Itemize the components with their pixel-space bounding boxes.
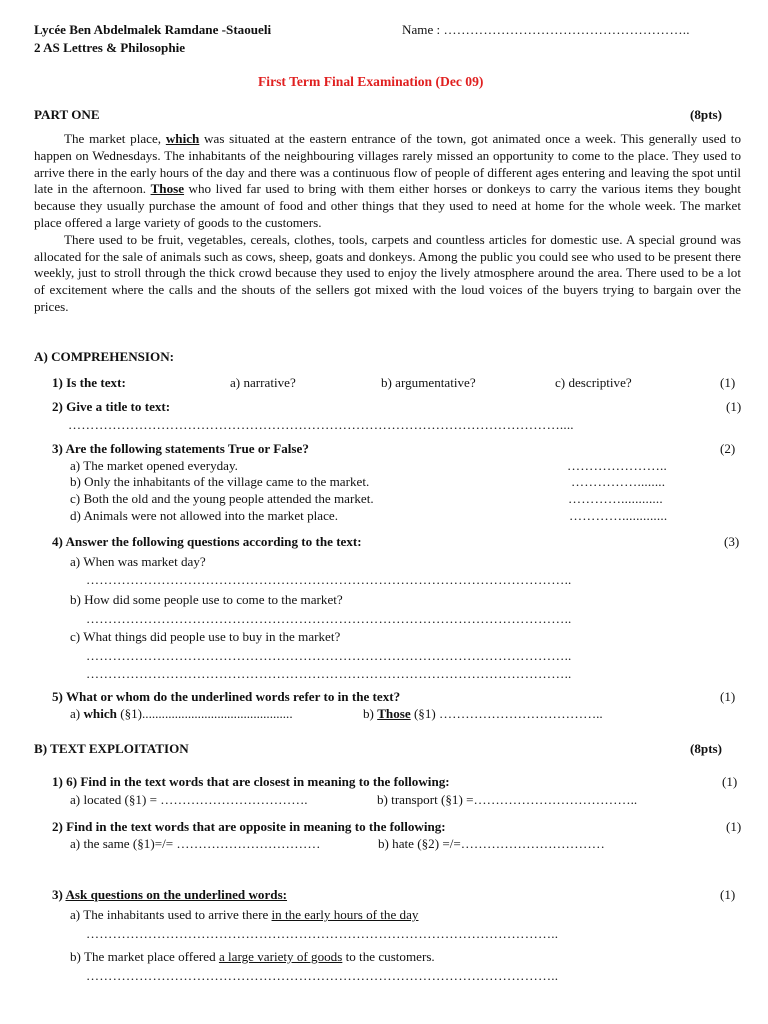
q5-points: (1)	[720, 689, 736, 704]
name-field	[402, 22, 690, 38]
q5-word-which: which	[83, 706, 117, 721]
exploitation-heading: B) TEXT EXPLOITATION	[34, 741, 189, 756]
q4-answer-a[interactable]: ………………………………………………………………………………………………..	[86, 572, 572, 587]
name-label: Name :	[402, 22, 441, 37]
class-name: 2 AS Lettres & Philosophie	[34, 40, 186, 55]
paragraph-1: The market place, which was situated at the eastern entrance of the town, got animated once a week. This generally used to happen on Wednesdays. The inhabitants of the neighbouring villages rarely missed an opportunity to come to the place. They used to arrive there in the early hours of the day and there was a continuous flow of people of different ages entering and leaving the spot until late in the afternoon. Those who lived far used to bring with them either horses or donkeys to carry the various items they bought because they usually purchase the amount of food and other things that they used to need at home for the whole week. The market place offered a large variety of goods to the customers.	[34, 131, 741, 230]
exp-q2-item-a[interactable]: a) the same (§1)=/= ……………………………	[70, 836, 321, 851]
q3-item-d-answer[interactable]: ………….............	[569, 508, 668, 523]
part-one-points: (8pts)	[690, 107, 723, 122]
q3-item-a: a) The market opened everyday.	[70, 458, 238, 473]
q3-item-b-answer[interactable]: ……………........	[571, 474, 666, 489]
q3-item-d: d) Animals were not allowed into the market place.	[70, 508, 338, 523]
q3-item-a-answer[interactable]: …………………..	[567, 458, 668, 473]
q3-item-b: b) Only the inhabitants of the village came to the market.	[70, 474, 370, 489]
q2-answer-line[interactable]: …………………………………………………………………………………………………....	[68, 417, 574, 432]
paragraph-2: There used to be fruit, vegetables, cereals, clothes, tools, carpets and countless articles for domestic use. A special ground was allocated for the sale of animals such as cows, sheep, goats and donkeys. Among the public you could see who used to be present there weekly, just to stroll through the thick crowd because they used to enjoy the lively atmosphere around the area. There used to be a lot of excitement where the calls and the shouts of the sellers got mixed with the loud voices of the buyers trying to bargain over the prices.	[34, 231, 741, 314]
exp-q3-answer-b[interactable]: ……………………………………………………………………………………………..	[86, 968, 559, 983]
exploitation-points: (8pts)	[690, 741, 723, 756]
name-dots: ………………………………………………..	[443, 22, 690, 37]
q1-label: 1) Is the text:	[52, 375, 126, 390]
q3-label: 3) Are the following statements True or False?	[52, 441, 309, 456]
q3-points: (2)	[720, 441, 736, 456]
exp-q1-label: 1) 6) Find in the text words that are closest in meaning to the following:	[52, 774, 450, 789]
reading-text	[34, 131, 741, 316]
q4-question-a: a) When was market day?	[70, 554, 206, 569]
q4-answer-c-line1[interactable]: ………………………………………………………………………………………………..	[86, 648, 572, 663]
q3-item-c: c) Both the old and the young people attended the market.	[70, 491, 374, 506]
q4-points: (3)	[724, 534, 740, 549]
exp-q3-item-a: a) The inhabitants used to arrive there in the early hours of the day	[70, 907, 419, 922]
q5-item-b[interactable]: b) Those (§1) ………………………………..	[363, 706, 603, 721]
exp-q3-answer-a[interactable]: ……………………………………………………………………………………………..	[86, 926, 559, 941]
q5-word-those: Those	[377, 706, 411, 721]
exam-title: First Term Final Examination (Dec 09)	[258, 74, 484, 89]
school-name: Lycée Ben Abdelmalek Ramdane -Staoueli	[34, 22, 272, 37]
q2-points: (1)	[726, 399, 742, 414]
exp-q3-underline-b: a large variety of goods	[218, 949, 343, 964]
exp-q1-points: (1)	[722, 774, 738, 789]
exp-q3-points: (1)	[720, 887, 736, 902]
q5-label: 5) What or whom do the underlined words refer to in the text?	[52, 689, 401, 704]
q4-question-b: b) How did some people use to come to the market?	[70, 592, 343, 607]
q2-label: 2) Give a title to text:	[52, 399, 171, 414]
underlined-those: Those	[150, 181, 185, 197]
q4-answer-c-line2[interactable]: ………………………………………………………………………………………………..	[86, 666, 572, 681]
q4-answer-b[interactable]: ………………………………………………………………………………………………..	[86, 611, 572, 626]
q3-item-c-answer[interactable]: …………............	[568, 491, 663, 506]
q1-option-b: b) argumentative?	[381, 375, 476, 390]
exp-q1-item-a[interactable]: a) located (§1) = …………………………….	[70, 792, 308, 807]
q4-label: 4) Answer the following questions according to the text:	[52, 534, 362, 549]
exp-q3-item-b: b) The market place offered a large variety of goods to the customers.	[70, 949, 435, 964]
q1-points: (1)	[720, 375, 736, 390]
exp-q3-label: 3) Ask questions on the underlined words:	[52, 887, 288, 902]
q1-option-a: a) narrative?	[230, 375, 296, 390]
exp-q1-item-b[interactable]: b) transport (§1) =………………………………..	[377, 792, 638, 807]
q1-option-c: c) descriptive?	[555, 375, 632, 390]
comprehension-heading: A) COMPREHENSION:	[34, 349, 175, 364]
exp-q2-item-b[interactable]: b) hate (§2) =/=……………………………	[378, 836, 605, 851]
exp-q2-label: 2) Find in the text words that are opposite in meaning to the following:	[52, 819, 446, 834]
underlined-which: which	[165, 131, 200, 146]
part-one-heading: PART ONE	[34, 107, 100, 122]
exp-q3-underline-a: in the early hours of the day	[271, 907, 419, 922]
q5-item-a[interactable]: a) which (§1)..............................................	[70, 706, 293, 721]
q4-question-c: c) What things did people use to buy in the market?	[70, 629, 341, 644]
exp-q2-points: (1)	[726, 819, 742, 834]
